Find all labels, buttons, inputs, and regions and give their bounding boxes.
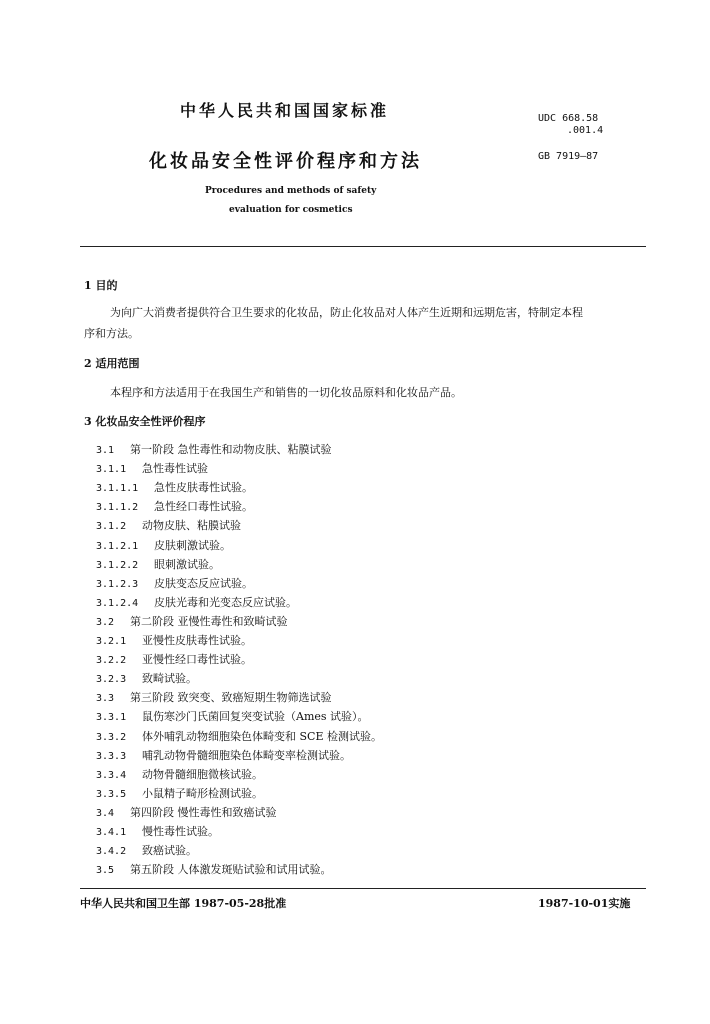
- udc-number-suffix: .001.4: [567, 125, 604, 136]
- item-number: 3.3: [96, 693, 115, 705]
- list-item: [96, 728, 382, 744]
- item-number: 3.3.5: [96, 788, 127, 800]
- standard-title: 中华人民共和国国家标准: [180, 101, 390, 120]
- english-title-line2: evaluation for cosmetics: [229, 205, 353, 215]
- item-number: 3.2.1: [96, 636, 127, 647]
- section-3-heading: 3 化妆品安全性评价程序: [84, 415, 206, 428]
- item-number: 3.1.2.1: [96, 540, 139, 552]
- item-text: 小鼠精子畸形检测试验。: [142, 786, 263, 800]
- list-item: [96, 479, 253, 495]
- item-text: 皮肤变态反应试验。: [154, 576, 253, 590]
- english-title-line1: Procedures and methods of safety: [205, 186, 377, 196]
- list-item: [96, 708, 369, 724]
- item-text: 急性经口毒性试验。: [154, 500, 253, 514]
- item-text: 体外哺乳动物细胞染色体畸变和 SCE 检测试验。: [142, 729, 382, 743]
- list-item: [96, 689, 332, 705]
- list-item: [96, 613, 288, 629]
- list-item: [96, 575, 253, 591]
- item-text: 动物骨髓细胞微核试验。: [142, 767, 263, 781]
- list-item: [96, 537, 231, 553]
- item-text: 皮肤刺激试验。: [154, 538, 231, 552]
- item-number: 3.1.2.4: [96, 597, 139, 609]
- item-text: 第四阶段 慢性毒性和致癌试验: [130, 805, 277, 819]
- header-rule: [80, 246, 646, 247]
- implementation-date: 1987-10-01实施: [538, 897, 631, 910]
- item-number: 3.1: [96, 445, 115, 456]
- item-number: 3.1.2.3: [96, 578, 139, 590]
- list-item: [96, 498, 253, 514]
- list-item: [96, 594, 297, 610]
- list-item: [96, 670, 197, 686]
- item-text: 哺乳动物骨髓细胞染色体畸变率检测试验。: [142, 748, 351, 762]
- item-number: 3.1.2: [96, 521, 127, 533]
- list-item: [96, 823, 219, 839]
- document-title: 化妆品安全性评价程序和方法: [149, 151, 422, 172]
- item-number: 3.4.1: [96, 827, 127, 838]
- approval-info: 中华人民共和国卫生部 1987-05-28批准: [80, 897, 287, 910]
- item-number: 3.1.2.2: [96, 559, 139, 571]
- item-number: 3.2.2: [96, 655, 127, 667]
- item-text: 急性毒性试验: [142, 462, 208, 476]
- item-text: 急性皮肤毒性试验。: [154, 481, 253, 495]
- list-item: [96, 441, 332, 457]
- section-2-text: 本程序和方法适用于在我国生产和销售的一切化妆品原料和化妆品产品。: [110, 386, 462, 399]
- item-number: 3.2.3: [96, 674, 127, 686]
- list-item: [96, 556, 220, 572]
- section-1-text-line1: 为向广大消费者提供符合卫生要求的化妆品，防止化妆品对人体产生近期和远期危害，特制定本程: [110, 306, 583, 319]
- section-1-text-line2: 序和方法。: [84, 327, 139, 340]
- item-text: 第二阶段 亚慢性毒性和致畸试验: [130, 614, 288, 628]
- item-text: 慢性毒性试验。: [142, 825, 219, 838]
- list-item: [96, 747, 351, 763]
- list-item: [96, 804, 277, 820]
- gb-number: GB 7919—87: [538, 151, 599, 162]
- item-text: 致畸试验。: [142, 672, 197, 686]
- list-item: [96, 517, 241, 533]
- item-number: 3.4: [96, 807, 115, 819]
- item-number: 3.1.1: [96, 464, 127, 476]
- item-text: 致癌试验。: [142, 844, 197, 858]
- item-number: 3.1.1.1: [96, 483, 139, 495]
- item-number: 3.3.1: [96, 712, 127, 724]
- list-item: [96, 651, 252, 667]
- udc-number: UDC 668.58: [538, 113, 599, 124]
- footer-rule: [80, 888, 646, 889]
- item-text: 亚慢性经口毒性试验。: [142, 653, 252, 667]
- item-number: 3.4.2: [96, 846, 127, 858]
- item-number: 3.3.4: [96, 769, 127, 781]
- item-text: 第三阶段 致突变、致癌短期生物筛选试验: [130, 691, 332, 705]
- item-number: 3.2: [96, 616, 115, 628]
- item-text: 第五阶段 人体激发斑贴试验和试用试验。: [130, 863, 332, 877]
- item-text: 动物皮肤、粘膜试验: [142, 519, 241, 533]
- item-text: 鼠伤寒沙门氏菌回复突变试验（Ames 试验）。: [142, 710, 369, 724]
- list-item: [96, 766, 263, 782]
- item-text: 皮肤光毒和光变态反应试验。: [154, 595, 297, 609]
- item-text: 亚慢性皮肤毒性试验。: [142, 634, 252, 647]
- item-number: 3.3.3: [96, 750, 127, 762]
- item-number: 3.5: [96, 865, 115, 877]
- item-text: 第一阶段 急性毒性和动物皮肤、粘膜试验: [130, 443, 332, 456]
- item-number: 3.3.2: [96, 731, 127, 743]
- list-item: [96, 785, 263, 801]
- section-2-heading: 2 适用范围: [84, 357, 140, 370]
- list-item: [96, 632, 252, 648]
- list-item: [96, 861, 332, 877]
- list-item: [96, 842, 197, 858]
- item-text: 眼刺激试验。: [154, 557, 220, 571]
- list-item: [96, 460, 208, 476]
- section-1-heading: 1 目的: [84, 279, 118, 292]
- item-number: 3.1.1.2: [96, 502, 139, 514]
